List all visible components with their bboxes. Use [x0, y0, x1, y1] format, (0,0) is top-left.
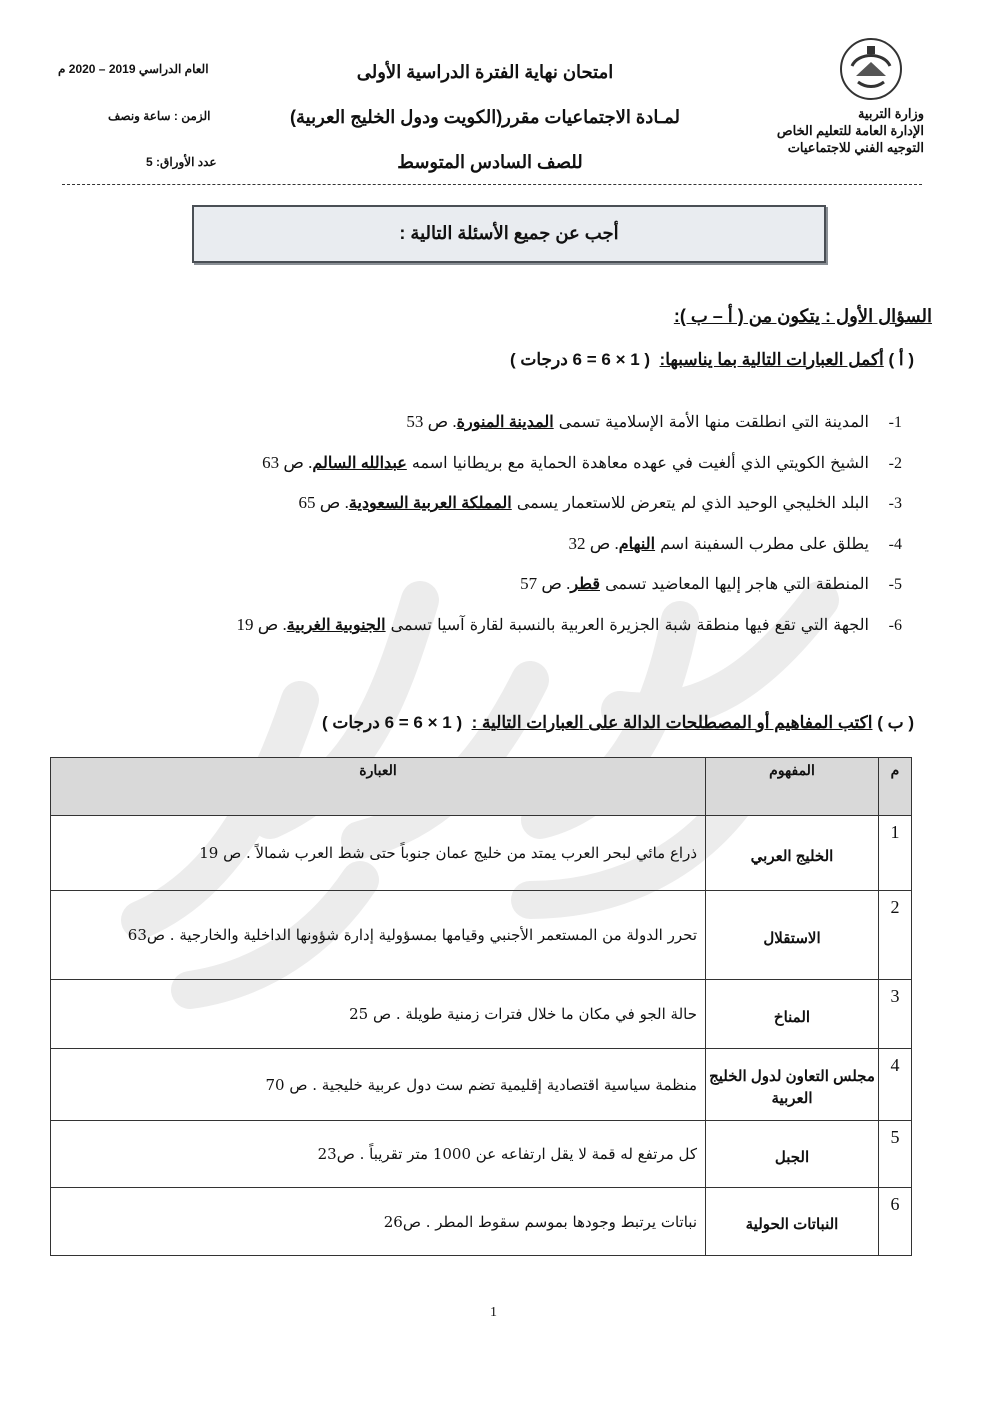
table-row	[51, 1121, 912, 1188]
item-answer: عبدالله السالم	[312, 455, 407, 472]
part-a-label: ( أ )	[888, 350, 914, 369]
table-row	[51, 980, 912, 1049]
item-answer: المدينة المنورة	[456, 414, 554, 431]
academic-year: العام الدراسي 2019 – 2020 م	[58, 62, 209, 76]
item-number: 4-	[888, 536, 902, 553]
part-b-label: ( ب )	[877, 713, 914, 732]
grade-title: للصف السادس المتوسط	[397, 152, 583, 172]
question1-title: السؤال الأول : يتكون من ( أ – ب ):	[673, 306, 932, 326]
list-item	[520, 574, 902, 594]
ministry-info	[724, 105, 924, 156]
page-number: 1	[490, 1305, 497, 1320]
item-page: . ص 57	[520, 574, 571, 593]
item-number: 3-	[888, 495, 902, 512]
part-b-marks: ( 1 × 6 = 6 درجات )	[321, 713, 463, 732]
list-item	[299, 493, 902, 513]
row-term: الاستقلال	[706, 891, 879, 980]
list-item	[568, 534, 902, 554]
row-statement: كل مرتفع له قمة لا يقل ارتفاعه عن 1000 متر تقريباً . ص23	[51, 1121, 706, 1188]
exam-title: امتحان نهاية الفترة الدراسية الأولى	[356, 62, 614, 82]
list-item	[406, 412, 902, 432]
sheet-count: عدد الأوراق: 5	[146, 155, 217, 169]
table-row	[51, 1188, 912, 1256]
row-number: 3	[879, 980, 912, 1049]
part-a-marks: ( 1 × 6 = 6 درجات )	[509, 350, 651, 369]
header-statement: العبارة	[51, 758, 706, 816]
exam-time: الزمن : ساعة ونصف	[108, 109, 211, 123]
item-text: المنطقة التي هاجر إليها المعاضيد تسمى	[605, 574, 869, 593]
row-number: 4	[879, 1049, 912, 1121]
row-term: النباتات الحولية	[706, 1188, 879, 1256]
item-page: . ص 65	[298, 493, 349, 512]
item-number: 5-	[888, 576, 902, 593]
row-term: مجلس التعاون لدول الخليج العربية	[706, 1049, 879, 1121]
item-number: 1-	[888, 414, 902, 431]
instruction-box: أجب عن جميع الأسئلة التالية :	[192, 205, 826, 263]
ministry-emblem	[838, 36, 904, 102]
item-page: . ص 63	[262, 453, 313, 472]
list-item	[262, 453, 902, 473]
ministry-line: وزارة التربية	[857, 106, 924, 121]
header-term: المفهوم	[706, 758, 879, 816]
item-text: المدينة التي انطلقت منها الأمة الإسلامية تسمى	[558, 412, 869, 431]
row-statement: منظمة سياسية اقتصادية إقليمية تضم ست دول عربية خليجية . ص 70	[51, 1049, 706, 1121]
item-number: 6-	[888, 617, 902, 634]
part-b-title: اكتب المفاهيم أو المصطلحات الدالة على العبارات التالية :	[471, 713, 873, 732]
item-text: يطلق على مطرب السفينة اسم	[660, 534, 869, 553]
row-term: الجبل	[706, 1121, 879, 1188]
item-answer: المملكة العربية السعودية	[348, 495, 512, 512]
row-number: 6	[879, 1188, 912, 1256]
row-number: 2	[879, 891, 912, 980]
item-answer: قطر	[570, 576, 600, 593]
item-text: الجهة التي تقع فيها منطقة شبة الجزيرة العربية بالنسبة لقارة آسيا تسمى	[390, 615, 869, 634]
table-row	[51, 816, 912, 891]
part-b-heading	[322, 713, 914, 733]
item-text: الشيخ الكويتي الذي ألغيت في عهده معاهدة الحماية مع بريطانيا اسمه	[411, 453, 869, 472]
item-text: البلد الخليجي الوحيد الذي لم يتعرض للاستعمار يسمى	[516, 493, 869, 512]
item-answer: النهام	[618, 536, 656, 553]
row-number: 1	[879, 816, 912, 891]
table-row	[51, 891, 912, 980]
row-term: المناخ	[706, 980, 879, 1049]
row-statement: تحرر الدولة من المستعمر الأجنبي وقيامها بمسؤولية إدارة شؤونها الداخلية والخارجية . ص63	[51, 891, 706, 980]
item-answer: الجنوبية الغربية	[286, 617, 386, 634]
row-number: 5	[879, 1121, 912, 1188]
ministry-line: الإدارة العامة للتعليم الخاص	[776, 123, 924, 138]
row-statement: حالة الجو في مكان ما خلال فترات زمنية طويلة . ص 25	[51, 980, 706, 1049]
part-a-title: أكمل العبارات التالية بما يناسبها:	[659, 350, 884, 369]
ministry-line: التوجيه الفني للاجتماعيات	[787, 140, 924, 155]
item-page: . ص 32	[568, 534, 619, 553]
item-page: . ص 19	[236, 615, 287, 634]
item-number: 2-	[888, 455, 902, 472]
list-item	[236, 615, 902, 635]
header-num: م	[879, 758, 912, 816]
subject-title: لمـادة الاجتماعيات مقرر(الكويت ودول الخليج العربية)	[290, 107, 680, 127]
item-page: . ص 53	[406, 412, 457, 431]
table-header-row	[51, 758, 912, 816]
terms-table	[50, 757, 912, 1256]
row-statement: ذراع مائي لبحر العرب يمتد من خليج عمان جنوباً حتى شط العرب شمالاً . ص 19	[51, 816, 706, 891]
header-divider	[62, 184, 922, 185]
table-row	[51, 1049, 912, 1121]
part-a-heading	[510, 350, 914, 370]
row-term: الخليج العربي	[706, 816, 879, 891]
row-statement: نباتات يرتبط وجودها بموسم سقوط المطر . ص26	[51, 1188, 706, 1256]
